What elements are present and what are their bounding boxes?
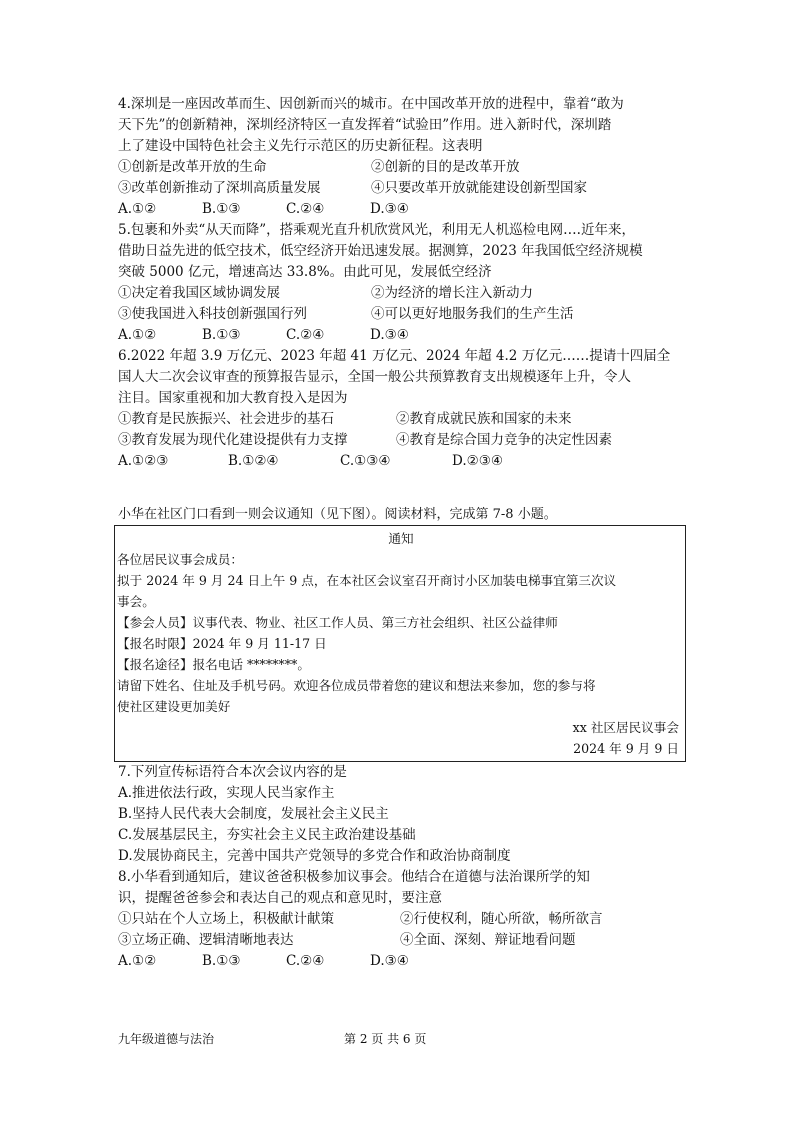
notice-line-5: 【报名时限】2024 年 9 月 11-17 日 xyxy=(117,636,327,651)
question-6-answers xyxy=(118,451,688,472)
question-4-answer-a: A.①② xyxy=(118,201,157,217)
notice-line-6: 【报名途径】报名电话 ********。 xyxy=(117,657,310,672)
material-intro: 小华在社区门口看到一则会议通知（见下图）。阅读材料，完成第 7-8 小题。 xyxy=(118,507,557,522)
notice-box xyxy=(114,525,686,762)
question-4-answer-c: C.②④ xyxy=(286,201,325,217)
question-6-options-row-1 xyxy=(118,409,688,430)
question-4 xyxy=(118,94,688,220)
question-5-option-1: ①决定着我国区域协调发展 xyxy=(118,285,280,301)
question-6-answer-d: D.②③④ xyxy=(452,453,503,469)
question-8-options-row-2 xyxy=(118,930,688,951)
footer-page-number: 第 2 页 共 6 页 xyxy=(344,1032,427,1046)
question-6 xyxy=(118,346,688,472)
question-4-option-3: ③改革创新推动了深圳高质量发展 xyxy=(118,180,321,196)
question-4-option-2: ②创新的目的是改革开放 xyxy=(371,159,520,175)
question-5-options-row-1 xyxy=(118,283,688,304)
question-6-stem-line-1: 6.2022 年超 3.9 万亿元、2023 年超 41 万亿元、2024 年超 4.2 万亿元……提请十四届全 xyxy=(118,348,671,364)
question-4-stem-line-3: 上了建设中国特色社会主义先行示范区的历史新征程。这表明 xyxy=(118,138,483,154)
question-6-stem-line-3: 注目。国家重视和加大教育投入是因为 xyxy=(118,390,348,406)
notice-line-4: 【参会人员】议事代表、物业、社区工作人员、第三方社会组织、社区公益律师 xyxy=(117,615,558,630)
notice-line-8: 使社区建设更加美好 xyxy=(117,699,231,714)
question-8-answer-b: B.①③ xyxy=(202,953,241,969)
question-8-answer-a: A.①② xyxy=(118,953,157,969)
question-4-answers xyxy=(118,199,688,220)
question-5-option-2: ②为经济的增长注入新动力 xyxy=(371,285,533,301)
notice-line-7: 请留下姓名、住址及手机号码。欢迎各位成员带着您的建议和想法来参加，您的参与将 xyxy=(117,678,596,693)
question-4-stem-line-2: 天下先”的创新精神，深圳经济特区一直发挥着“试验田”作用。进入新时代，深圳踏 xyxy=(118,117,612,133)
question-6-option-2: ②教育成就民族和国家的未来 xyxy=(396,411,572,427)
question-6-stem-line-2: 国人大二次会议审查的预算报告显示，全国一般公共预算教育支出规模逐年上升，令人 xyxy=(118,369,631,385)
question-8 xyxy=(118,867,688,972)
question-6-option-4: ④教育是综合国力竞争的决定性因素 xyxy=(396,432,612,448)
question-8-option-3: ③立场正确、逻辑清晰地表达 xyxy=(118,932,294,948)
question-6-options-row-2 xyxy=(118,430,688,451)
question-7-choice-a: A.推进依法行政，实现人民当家作主 xyxy=(118,785,335,801)
notice-line-3: 事会。 xyxy=(117,594,155,609)
question-4-options-row-1 xyxy=(118,157,688,178)
question-8-answers xyxy=(118,951,688,972)
question-6-option-1: ①教育是民族振兴、社会进步的基石 xyxy=(118,411,334,427)
question-5-stem-line-3: 突破 5000 亿元，增速高达 33.8%。由此可见，发展低空经济 xyxy=(118,264,492,280)
question-7-choice-b: B.坚持人民代表大会制度，发展社会主义民主 xyxy=(118,806,389,822)
question-4-option-4: ④只要改革开放就能建设创新型国家 xyxy=(371,180,587,196)
question-6-answer-c: C.①③④ xyxy=(340,453,391,469)
exam-page-content xyxy=(118,94,688,972)
question-8-answer-d: D.③④ xyxy=(370,953,409,969)
question-7-stem: 7.下列宣传标语符合本次会议内容的是 xyxy=(118,764,347,780)
question-5-options-row-2 xyxy=(118,304,688,325)
question-4-option-1: ①创新是改革开放的生命 xyxy=(118,159,267,175)
question-6-option-3: ③教育发展为现代化建设提供有力支撑 xyxy=(118,432,348,448)
question-6-answer-a: A.①②③ xyxy=(118,453,169,469)
question-5 xyxy=(118,220,688,346)
question-5-answers xyxy=(118,325,688,346)
question-8-option-1: ①只站在个人立场上，积极献计献策 xyxy=(118,911,334,927)
question-7-choice-d: D.发展协商民主，完善中国共产党领导的多党合作和政治协商制度 xyxy=(118,848,511,864)
notice-title: 通知 xyxy=(388,531,414,546)
notice-signature: xx 社区居民议事会 xyxy=(572,720,679,735)
question-5-answer-b: B.①③ xyxy=(202,327,241,343)
question-4-answer-d: D.③④ xyxy=(370,201,409,217)
question-5-stem-line-2: 借助日益先进的低空技术，低空经济开始迅速发展。据测算，2023 年我国低空经济规模 xyxy=(118,243,643,259)
footer-subject: 九年级道德与法治 xyxy=(118,1032,215,1046)
question-8-options-row-1 xyxy=(118,909,688,930)
question-4-stem-line-1: 4.深圳是一座因改革而生、因创新而兴的城市。在中国改革开放的进程中，靠着“敢为 xyxy=(118,96,624,112)
question-7 xyxy=(118,762,688,867)
question-5-option-3: ③使我国进入科技创新强国行列 xyxy=(118,306,307,322)
question-5-answer-c: C.②④ xyxy=(286,327,325,343)
question-8-option-2: ②行使权利，随心所欲，畅所欲言 xyxy=(400,911,603,927)
question-8-answer-c: C.②④ xyxy=(286,953,325,969)
question-4-answer-b: B.①③ xyxy=(202,201,241,217)
question-5-stem-line-1: 5.包裹和外卖“从天而降”，搭乘观光直升机欣赏风光，利用无人机巡检电网….近年来， xyxy=(118,222,635,238)
question-8-option-4: ④全面、深刻、辩证地看问题 xyxy=(400,932,576,948)
question-7-choice-c: C.发展基层民主，夯实社会主义民主政治建设基础 xyxy=(118,827,416,843)
question-5-answer-d: D.③④ xyxy=(370,327,409,343)
notice-date: 2024 年 9 月 9 日 xyxy=(573,741,679,756)
question-8-stem-line-1: 8.小华看到通知后，建议爸爸积极参加议事会。他结合在道德与法治课所学的知 xyxy=(118,869,590,885)
question-8-stem-line-2: 识，提醒爸爸参会和表达自己的观点和意见时，要注意 xyxy=(118,890,442,906)
notice-line-2: 拟于 2024 年 9 月 24 日上午 9 点，在本社区会议室召开商讨小区加装电梯事宜第三次议 xyxy=(117,573,617,588)
question-5-option-4: ④可以更好地服务我们的生产生活 xyxy=(371,306,574,322)
question-6-answer-b: B.①②④ xyxy=(228,453,279,469)
question-5-answer-a: A.①② xyxy=(118,327,157,343)
question-4-options-row-2 xyxy=(118,178,688,199)
notice-line-1: 各位居民议事会成员： xyxy=(117,552,243,567)
